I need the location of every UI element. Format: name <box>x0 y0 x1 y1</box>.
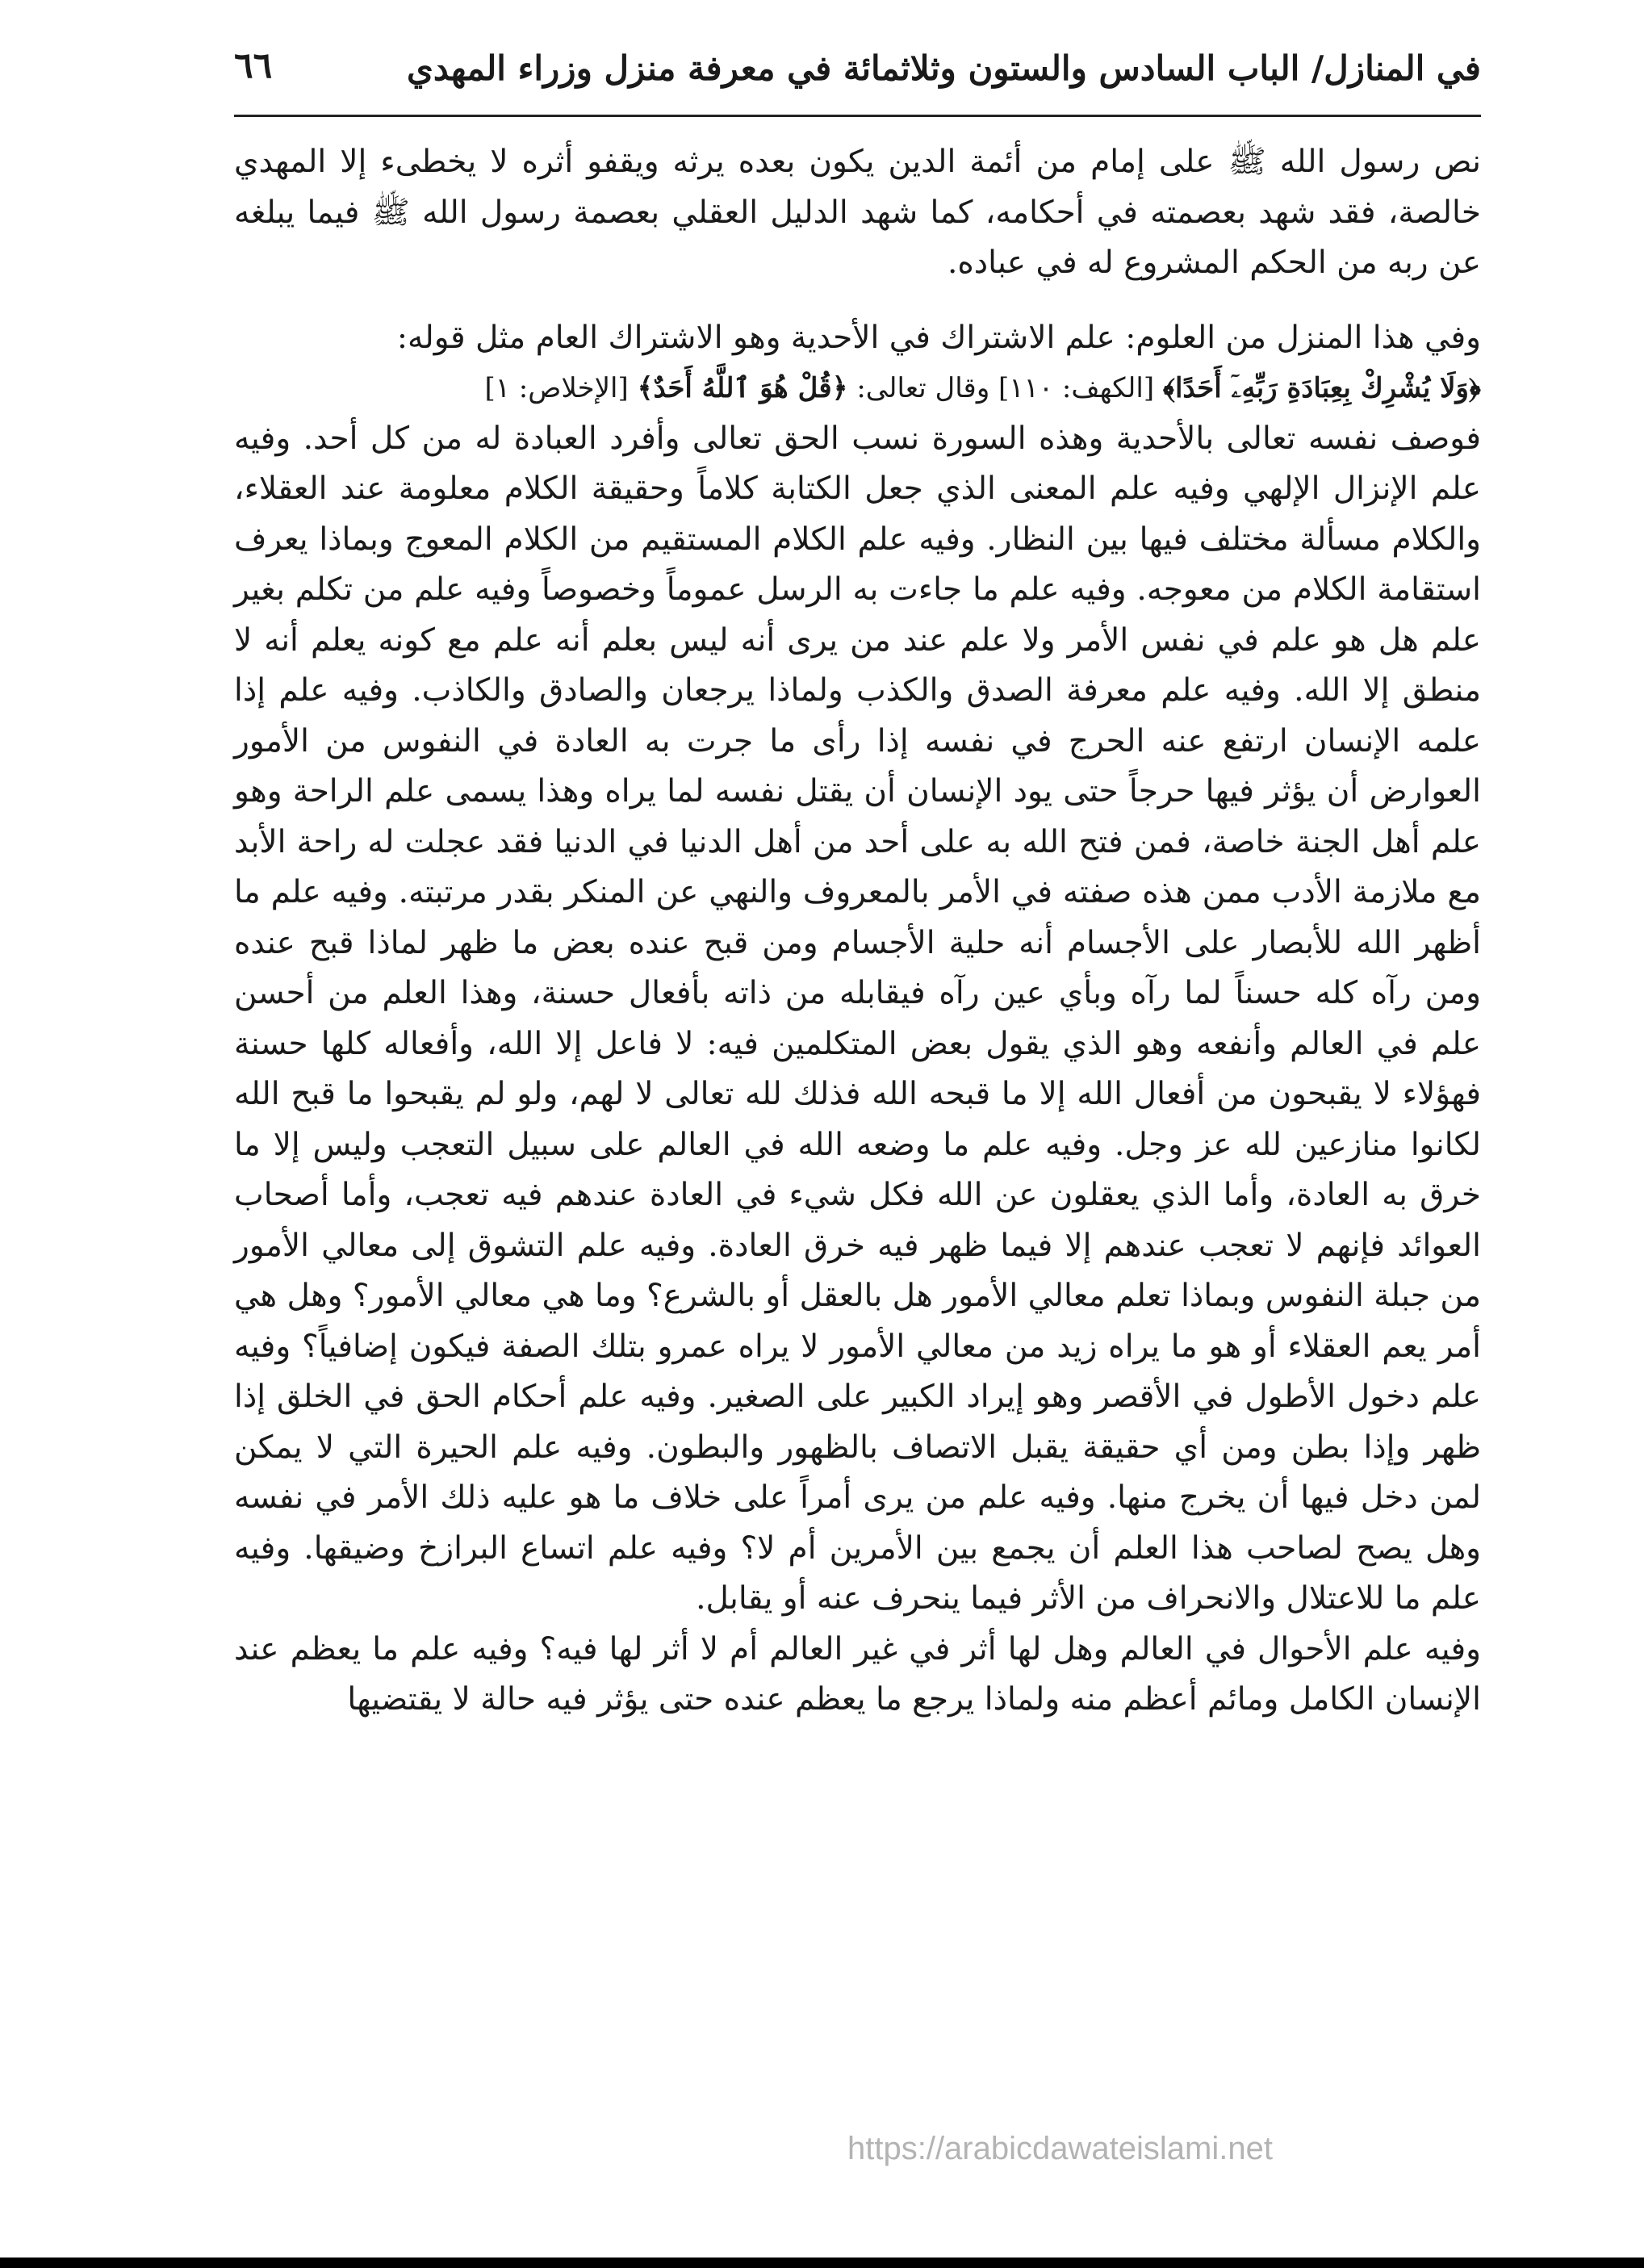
quran-verse-1: ﴿وَلَا يُشْرِكْ بِعِبَادَةِ رَبِّهِۦٓ أَحَدًا﴾ <box>1162 372 1481 404</box>
verse-reference-2: [الإخلاص: ١] <box>484 372 629 404</box>
main-text <box>234 137 1481 1726</box>
paragraph-1: نص رسول الله ﷺ على إمام من أئمة الدين يكون بعده يرثه ويقفو أثره لا يخطىء إلا المهدي خالصة، فقد شهد بعصمته في أحكامه، كما شهد الدليل العقلي بعصمة رسول الله ﷺ فيما يبلغه عن ربه من الحكم المشروع له في عباده. <box>234 144 1481 281</box>
chapter-title: في المنازل/ الباب السادس والستون وثلاثمائة في معرفة منزل وزراء المهدي <box>406 48 1481 88</box>
quran-citation-line <box>234 363 1481 414</box>
page-number: ٦٦ <box>234 45 273 86</box>
header-divider <box>234 115 1481 117</box>
running-header <box>234 40 1481 105</box>
paragraph-3: فوصف نفسه تعالى بالأحدية وهذه السورة نسب الحق تعالى وأفرد العبادة له من كل أحد. وفيه علم الإنزال الإلهي وفيه علم المعنى الذي جعل الكتابة كلاماً وحقيقة الكلام معلومة عند العقلاء، والكلام مسألة مختلف فيها بين النظار. وفيه علم الكلام المستقيم من الكلام المعوج وبماذا يعرف استقامة الكلام من معوجه. وفيه علم ما جاءت به الرسل عموماً وخصوصاً وفيه علم من تكلم بغير علم هل هو علم في نفس الأمر ولا علم عند من يرى أنه ليس بعلم أنه علم مع كونه يعلم أنه لا منطق إلا الله. وفيه علم معرفة الصدق والكذب ولماذا يرجعان والصادق والكاذب. وفيه علم إذا علمه الإنسان ارتفع عنه الحرج في نفسه إذا رأى ما جرت به العادة في النفوس من الأمور العوارض أن يؤثر فيها حرجاً حتى يود الإنسان أن يقتل نفسه لما يراه وهذا يسمى علم الراحة وهو علم أهل الجنة خاصة، فمن فتح الله به على أحد من أهل الدنيا في الدنيا فقد عجلت له راحة الأبد مع ملازمة الأدب ممن هذه صفته في الأمر بالمعروف والنهي عن المنكر بقدر مرتبته. وفيه علم ما أظهر الله للأبصار على الأجسام أنه حلية الأجسام ومن قبح عنده بعض ما ظهر لماذا قبح عنده ومن رآه كله حسناً لما رآه وبأي عين رآه فيقابله من ذاته بأفعال حسنة، وهذا العلم من أحسن علم في العالم وأنفعه وهو الذي يقول بعض المتكلمين فيه: لا فاعل إلا الله، وأفعاله كلها حسنة فهؤلاء لا يقبحون من أفعال الله إلا ما قبحه الله فذلك لله تعالى لا لهم، ولو لم يقبحوا ما قبح الله لكانوا منازعين لله عز وجل. وفيه علم ما وضعه الله في العالم على سبيل التعجب وليس إلا ما خرق به العادة، وأما الذي يعقلون عن الله فكل شيء في العادة عندهم فيه تعجب، وأما أصحاب العوائد فإنهم لا تعجب عندهم إلا فيما ظهر فيه خرق العادة. وفيه علم التشوق إلى معالي الأمور من جبلة النفوس وبماذا تعلم معالي الأمور هل بالعقل أو بالشرع؟ وما هي معالي الأمور؟ وهل هي أمر يعم العقلاء أو هو ما يراه زيد من معالي الأمور لا يراه عمرو بتلك الصفة فيكون إضافياً؟ وفيه علم دخول الأطول في الأقصر وهو إيراد الكبير على الصغير. وفيه علم أحكام الحق في الخلق إذا ظهر وإذا بطن ومن أي حقيقة يقبل الاتصاف بالظهور والبطون. وفيه علم الحيرة التي لا يمكن لمن دخل فيها أن يخرج منها. وفيه علم من يرى أمراً على خلاف ما هو عليه ذلك الأمر في نفسه وهل يصح لصاحب هذا العلم أن يجمع بين الأمرين أم لا؟ وفيه علم اتساع البرازخ وضيقها. وفيه علم ما للاعتلال والانحراف من الأثر فيما ينحرف عنه أو يقابل. <box>234 420 1481 1617</box>
quran-verse-2: ﴿قُلْ هُوَ ٱللَّهُ أَحَدٌ﴾ <box>637 372 848 404</box>
paragraph-2: وفي هذا المنزل من العلوم: علم الاشتراك في الأحدية وهو الاشتراك العام مثل قوله: <box>396 319 1481 356</box>
verse-connector: وقال تعالى: <box>856 372 990 404</box>
paragraph-4: وفيه علم الأحوال في العالم وهل لها أثر في غير العالم أم لا أثر لها فيه؟ وفيه علم ما يعظم عند الإنسان الكامل ومائم أعظم منه ولماذا يرجع ما يعظم عنده حتى يؤثر فيه حالة لا يقتضيها <box>234 1630 1481 1718</box>
website-watermark: https://arabicdawateislami.net <box>847 2131 1273 2166</box>
scan-edge-bar <box>0 2258 1644 2268</box>
verse-reference-1: [الكهف: ١١٠] <box>998 372 1155 404</box>
